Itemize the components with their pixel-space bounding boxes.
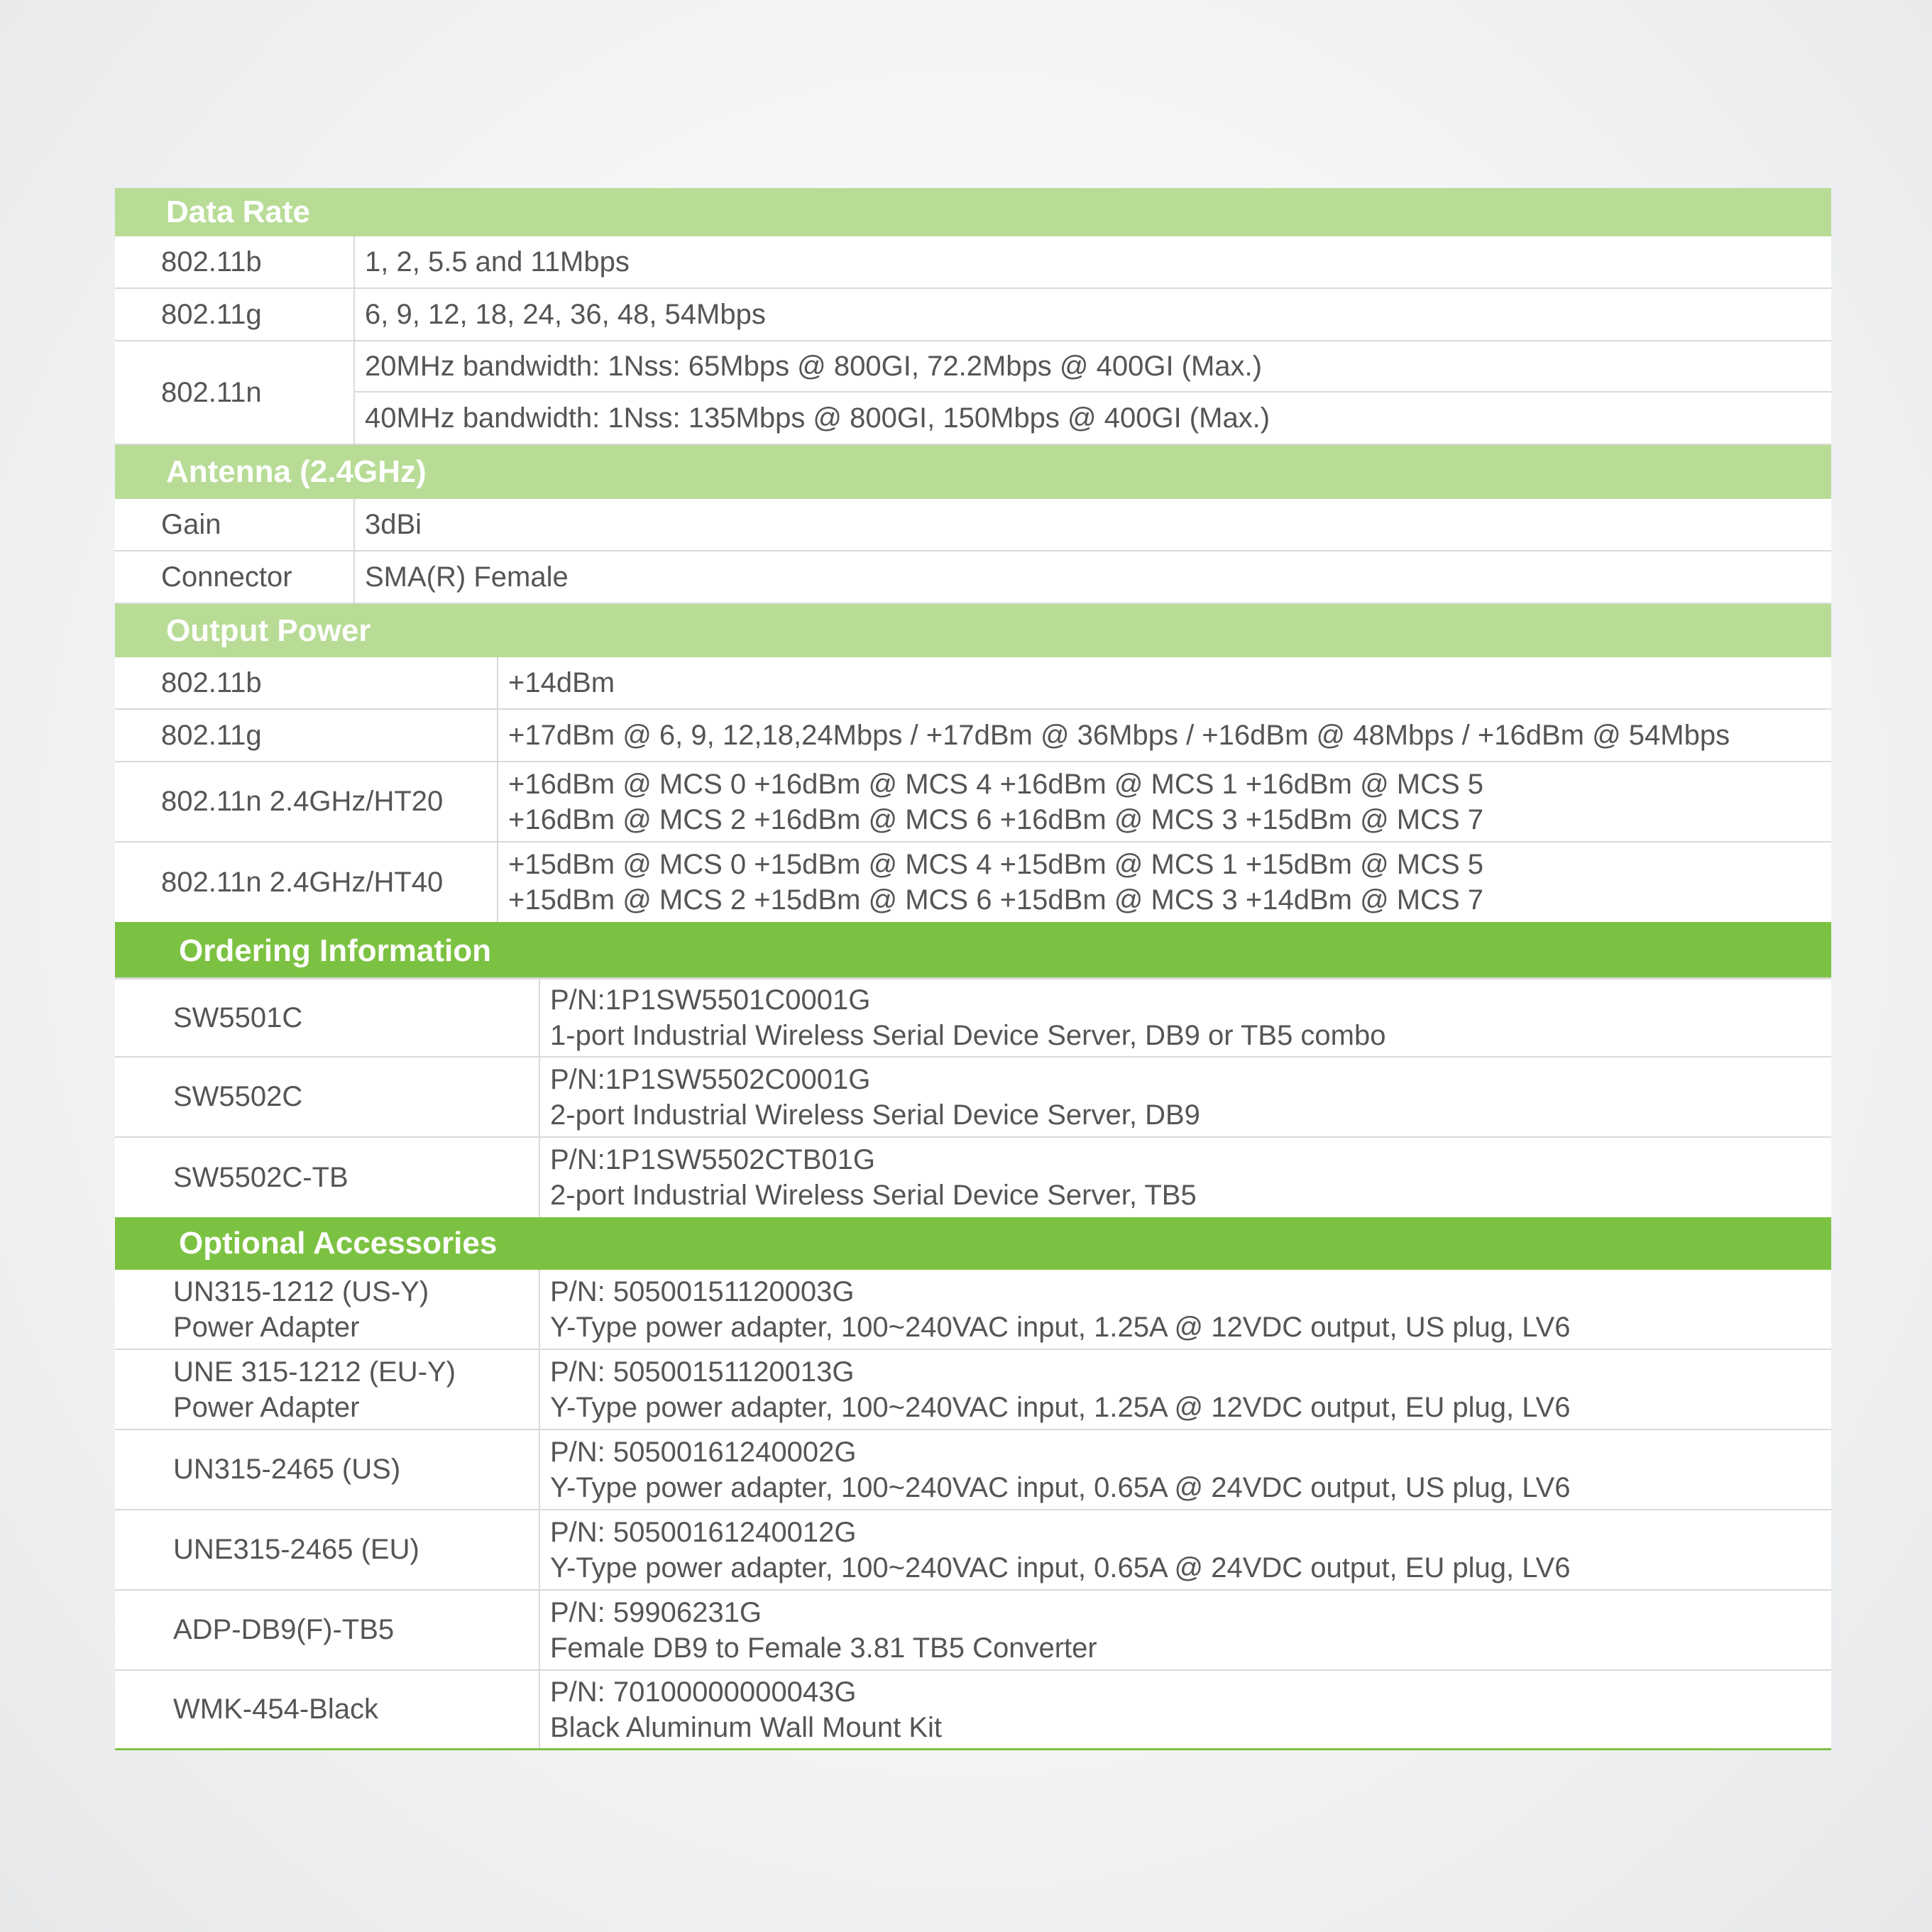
row-value: 20MHz bandwidth: 1Nss: 65Mbps @ 800GI, 72.2Mbps @ 400GI (Max.) xyxy=(355,341,1831,393)
table-row xyxy=(115,1138,1831,1217)
description: Y-Type power adapter, 100~240VAC input, 0.65A @ 24VDC output, EU plug, LV6 xyxy=(550,1552,1571,1584)
model-name xyxy=(115,1350,540,1429)
row-value: SMA(R) Female xyxy=(365,561,569,593)
table-row xyxy=(115,710,1831,762)
description: 2-port Industrial Wireless Serial Device Server, DB9 xyxy=(550,1099,1200,1131)
table-row xyxy=(115,762,1831,842)
model-line: UN315-1212 (US-Y) xyxy=(173,1275,429,1307)
description: Y-Type power adapter, 100~240VAC input, 0.65A @ 24VDC output, US plug, LV6 xyxy=(550,1471,1571,1503)
row-value: 40MHz bandwidth: 1Nss: 135Mbps @ 800GI, 150Mbps @ 400GI (Max.) xyxy=(365,402,1270,434)
model-details xyxy=(540,1510,1831,1589)
table-row xyxy=(115,1270,1831,1350)
section-title: Optional Accessories xyxy=(179,1226,498,1261)
model-details xyxy=(540,1591,1831,1669)
section-header-ordering xyxy=(115,925,1831,977)
row-values xyxy=(498,762,1831,841)
section-header-data-rate xyxy=(115,188,1831,236)
section-title: Data Rate xyxy=(166,194,310,229)
row-label: 802.11b xyxy=(115,657,498,708)
part-number: P/N: 70100000000043G xyxy=(550,1676,857,1708)
row-value-line: +16dBm @ MCS 0 +16dBm @ MCS 4 +16dBm @ MCS 1 +16dBm @ MCS 5 xyxy=(508,768,1484,800)
table-row xyxy=(115,1591,1831,1671)
part-number: P/N:1P1SW5502C0001G xyxy=(550,1063,871,1095)
table-row xyxy=(115,1430,1831,1510)
model-details xyxy=(540,1138,1831,1217)
model-details xyxy=(540,979,1831,1056)
model-name: SW5502C-TB xyxy=(115,1138,540,1217)
section-header-accessories xyxy=(115,1217,1831,1270)
row-label: 802.11n 2.4GHz/HT40 xyxy=(115,842,498,922)
description: Female DB9 to Female 3.81 TB5 Converter xyxy=(550,1632,1097,1664)
table-row xyxy=(115,657,1831,710)
model-details xyxy=(540,1430,1831,1509)
row-label: 802.11b xyxy=(115,236,355,287)
model-line: Power Adapter xyxy=(173,1311,360,1343)
model-name: ADP-DB9(F)-TB5 xyxy=(115,1591,540,1669)
table-row xyxy=(115,1350,1831,1430)
table-row xyxy=(115,1058,1831,1138)
part-number: P/N: 50500151120003G xyxy=(550,1275,855,1307)
model-name: WMK-454-Black xyxy=(115,1671,540,1748)
model-details xyxy=(540,1270,1831,1349)
section-header-antenna xyxy=(115,445,1831,499)
part-number: P/N: 50500161240002G xyxy=(550,1436,857,1468)
section-title: Antenna (2.4GHz) xyxy=(166,454,427,489)
row-value: 6, 9, 12, 18, 24, 36, 48, 54Mbps xyxy=(365,299,766,330)
model-details xyxy=(540,1058,1831,1136)
table-row xyxy=(115,236,1831,289)
description: Y-Type power adapter, 100~240VAC input, 1.25A @ 12VDC output, EU plug, LV6 xyxy=(550,1391,1571,1423)
part-number: P/N: 50500161240012G xyxy=(550,1516,857,1548)
section-header-output-power xyxy=(115,604,1831,657)
model-details xyxy=(540,1671,1831,1748)
row-value: 1, 2, 5.5 and 11Mbps xyxy=(365,246,630,278)
model-name: UNE315-2465 (EU) xyxy=(115,1510,540,1589)
row-value: +14dBm xyxy=(508,667,615,698)
row-values xyxy=(498,842,1831,922)
table-row xyxy=(115,977,1831,1058)
table-row xyxy=(115,842,1831,922)
row-values xyxy=(355,341,1831,444)
row-label: 802.11g xyxy=(115,710,498,761)
part-number: P/N:1P1SW5502CTB01G xyxy=(550,1144,875,1175)
description: 2-port Industrial Wireless Serial Device Server, TB5 xyxy=(550,1180,1197,1211)
description: 1-port Industrial Wireless Serial Device Server, DB9 or TB5 combo xyxy=(550,1020,1386,1051)
description: Y-Type power adapter, 100~240VAC input, 1.25A @ 12VDC output, US plug, LV6 xyxy=(550,1311,1571,1343)
row-label: Gain xyxy=(115,499,355,550)
row-label: Connector xyxy=(115,551,355,603)
table-row xyxy=(115,551,1831,604)
section-title: Output Power xyxy=(166,613,371,648)
model-line: UNE 315-1212 (EU-Y) xyxy=(173,1356,456,1388)
model-name: SW5502C xyxy=(115,1058,540,1136)
row-label: 802.11n 2.4GHz/HT20 xyxy=(115,762,498,841)
part-number: P/N:1P1SW5501C0001G xyxy=(550,984,871,1016)
description: Black Aluminum Wall Mount Kit xyxy=(550,1711,943,1743)
model-line: Power Adapter xyxy=(173,1391,360,1423)
table-row xyxy=(115,1671,1831,1750)
row-value-line: +15dBm @ MCS 0 +15dBm @ MCS 4 +15dBm @ MCS 1 +15dBm @ MCS 5 xyxy=(508,849,1484,880)
model-details xyxy=(540,1350,1831,1429)
part-number: P/N: 59906231G xyxy=(550,1596,762,1628)
table-row xyxy=(115,289,1831,341)
row-value: +17dBm @ 6, 9, 12,18,24Mbps / +17dBm @ 36Mbps / +16dBm @ 48Mbps / +16dBm @ 54Mbps xyxy=(508,720,1730,751)
table-row xyxy=(115,1510,1831,1591)
table-row xyxy=(115,341,1831,445)
model-name xyxy=(115,1270,540,1349)
row-value-line: +16dBm @ MCS 2 +16dBm @ MCS 6 +16dBm @ MCS 3 +15dBm @ MCS 7 xyxy=(508,803,1484,835)
section-title: Ordering Information xyxy=(179,933,491,968)
row-label: 802.11n xyxy=(115,341,355,444)
spec-sheet xyxy=(115,188,1831,1750)
table-row xyxy=(115,499,1831,551)
part-number: P/N: 50500151120013G xyxy=(550,1356,855,1388)
row-value: 3dBi xyxy=(365,509,422,540)
model-name: SW5501C xyxy=(115,979,540,1056)
model-name: UN315-2465 (US) xyxy=(115,1430,540,1509)
row-label: 802.11g xyxy=(115,289,355,340)
row-value-line: +15dBm @ MCS 2 +15dBm @ MCS 6 +15dBm @ MCS 3 +14dBm @ MCS 7 xyxy=(508,884,1484,916)
